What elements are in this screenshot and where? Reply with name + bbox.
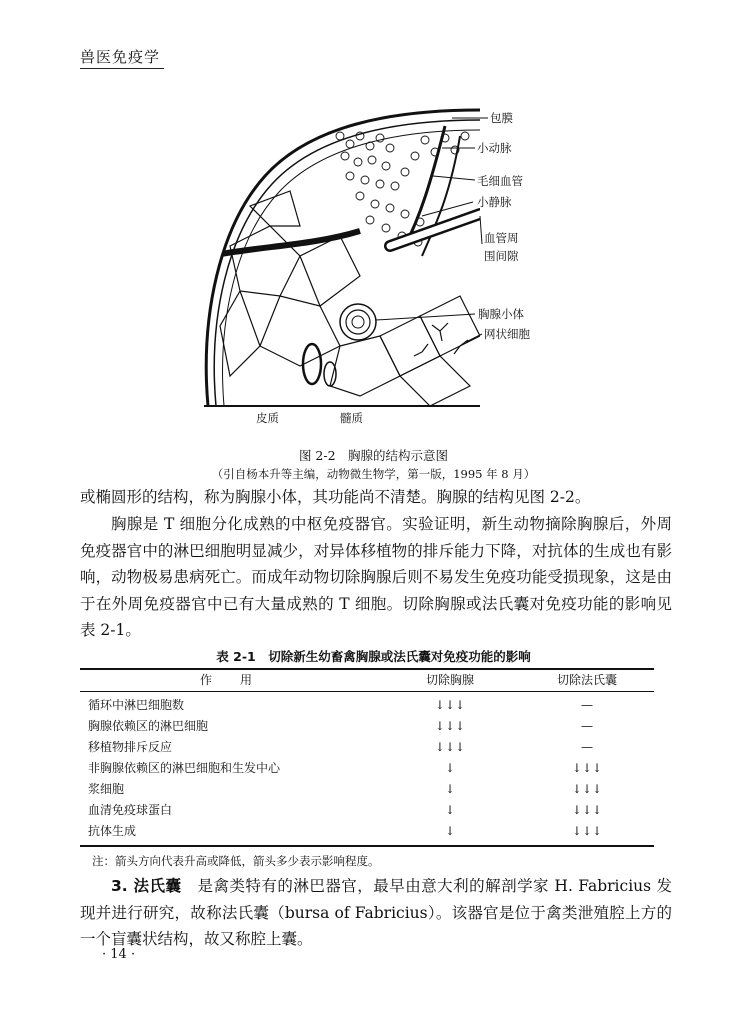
label-cortex: 皮质 (256, 411, 279, 425)
paragraph-2: 胸腺是 T 细胞分化成熟的中枢免疫器官。实验证明，新生动物摘除胸腺后，外周免疫器官中的淋巴细胞明显减少，对异体移植物的排斥能力下降，对抗体的生成也有影响，动物极易患病死亡。而成年动物切除胸腺后则不易发生免疫功能受损现象，这是由于在外周免疫器官中已有大量成熟的 T 细胞。切除胸腺或法氏囊对免疫功能的影响见表 2-1。 (80, 515, 672, 639)
table-body (80, 692, 654, 845)
cell-thymus: ↓ (444, 782, 456, 796)
label-venule: 小静脉 (477, 195, 512, 209)
label-medulla: 髓质 (340, 411, 363, 425)
cell-effect: 胸腺依赖区的淋巴细胞 (88, 719, 209, 733)
cell-bursa: — (581, 719, 593, 733)
cell-bursa: ↓↓↓ (571, 782, 603, 796)
label-perivascular-1: 血管周 (484, 231, 519, 245)
label-capillary: 毛细血管 (477, 174, 523, 188)
cell-bursa: ↓↓↓ (571, 824, 603, 838)
header-effect: 作 用 (199, 673, 260, 687)
table-bottom-rule (80, 845, 654, 847)
cell-effect: 非胸腺依赖区的淋巴细胞和生发中心 (88, 761, 281, 775)
cell-thymus: ↓↓↓ (434, 740, 466, 754)
paragraph-3-body: 是禽类特有的淋巴器官，最早由意大利的解剖学家 H. Fabricius 发现并进行研究，故称法氏囊（bursa of Fabricius）。该器官是位于禽类泄殖腔上方的一个盲囊状结构，故又称腔上囊。 (80, 877, 672, 948)
page-number: · 14 · (102, 947, 136, 962)
running-head: 兽医免疫学 (80, 48, 161, 66)
table-note: 注：箭头方向代表升高或降低，箭头多少表示影响程度。 (92, 854, 380, 868)
cell-bursa: — (581, 740, 593, 754)
table-row (80, 800, 654, 821)
table-row (80, 779, 654, 800)
table-row (80, 758, 654, 779)
cell-bursa: ↓↓↓ (571, 803, 603, 817)
cell-effect: 循环中淋巴细胞数 (88, 698, 185, 712)
table-row (80, 716, 654, 737)
section-heading: 3. 法氏囊 (111, 877, 182, 895)
paragraph-1: 或椭圆形的结构，称为胸腺小体，其功能尚不清楚。胸腺的结构见图 2-2。 (80, 488, 591, 506)
cell-thymus: ↓ (444, 824, 456, 838)
label-arteriole: 小动脉 (477, 141, 512, 155)
table-title: 表 2-1 切除新生幼畜禽胸腺或法氏囊对免疫功能的影响 (216, 649, 531, 664)
table-header (80, 670, 654, 691)
header-bursectomy: 切除法氏囊 (556, 673, 617, 687)
header-thymectomy: 切除胸腺 (425, 673, 474, 687)
thymus-figure (190, 96, 550, 432)
cell-effect: 浆细胞 (88, 782, 125, 796)
cell-thymus: ↓ (444, 803, 456, 817)
header-rule (80, 68, 164, 69)
figure-caption: 图 2-2 胸腺的结构示意图 (298, 448, 449, 463)
effects-table (80, 668, 654, 847)
cell-thymus: ↓ (444, 761, 456, 775)
label-reticular-cell: 网状细胞 (484, 327, 530, 341)
cell-thymus: ↓↓↓ (434, 698, 466, 712)
cell-effect: 抗体生成 (88, 824, 137, 838)
cell-thymus: ↓↓↓ (434, 719, 466, 733)
table-row (80, 695, 654, 716)
label-capsule: 包膜 (490, 111, 513, 125)
table-row (80, 821, 654, 842)
cell-bursa: — (581, 698, 593, 712)
label-perivascular-2: 围间隙 (484, 249, 519, 263)
cell-effect: 移植物排斥反应 (88, 740, 173, 754)
cell-bursa: ↓↓↓ (571, 761, 603, 775)
label-thymic-corpuscle: 胸腺小体 (478, 307, 524, 321)
paragraph-3 (80, 873, 672, 953)
table-row (80, 737, 654, 758)
cell-effect: 血清免疫球蛋白 (88, 803, 173, 817)
figure-source: （引自杨本升等主编，动物微生物学，第一版，1995 年 8 月） (211, 467, 536, 481)
